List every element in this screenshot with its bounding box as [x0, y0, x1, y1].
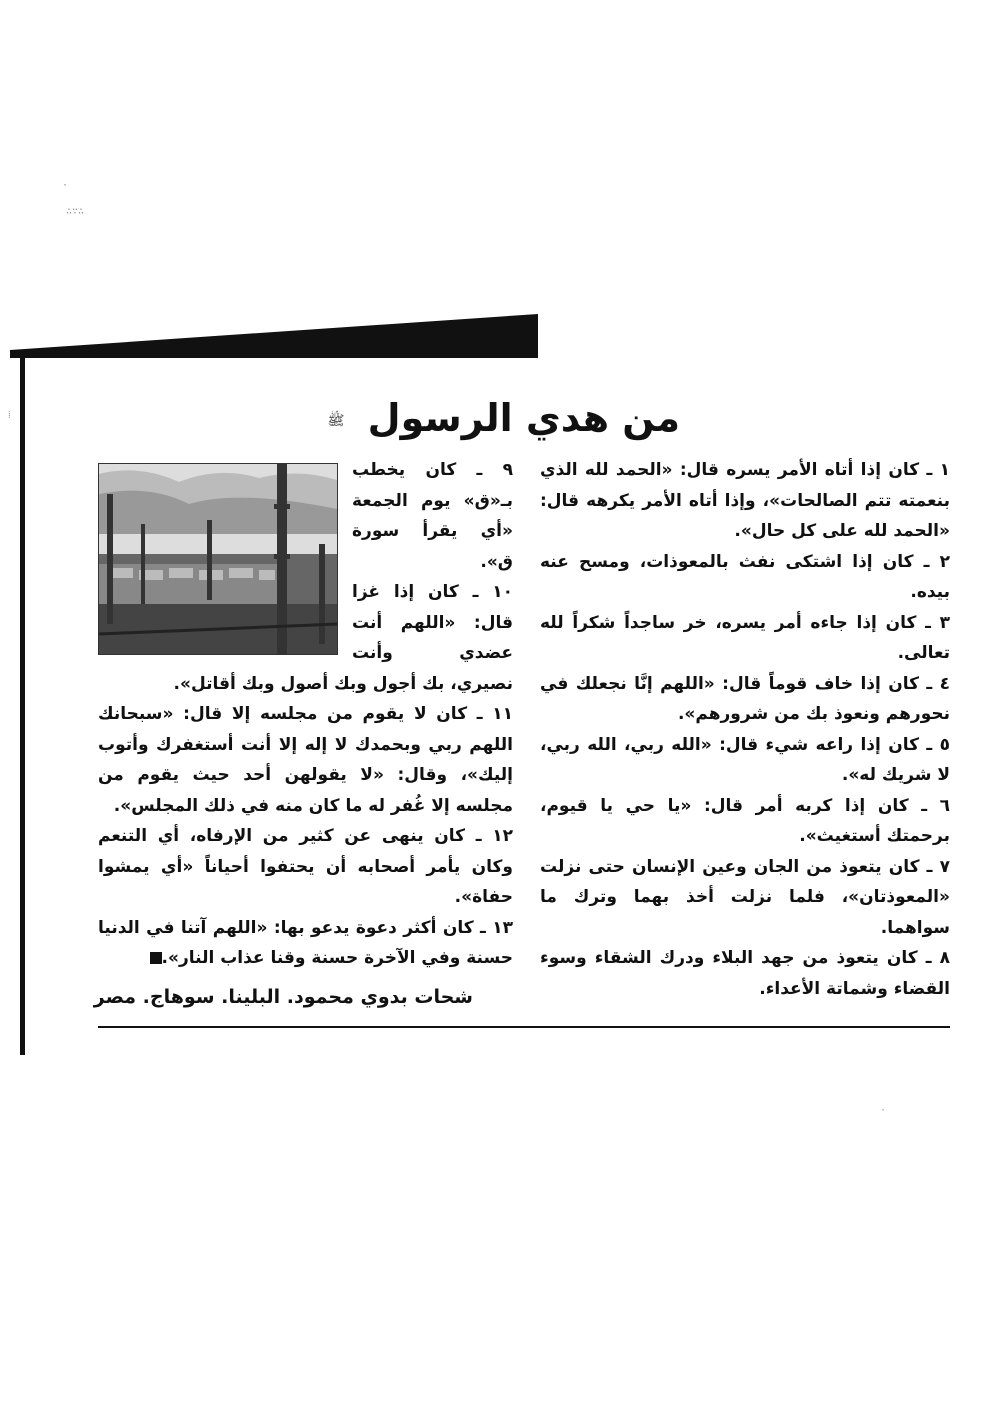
author-byline: شحات بدوي محمود. البلينا. سوهاج. مصر	[93, 986, 473, 1008]
scan-speck: ⁞	[8, 410, 11, 421]
hadith-item: ١ ـ كان إذا أتاه الأمر يسره قال: «الحمد لله الذي بنعمته تتم الصالحات»، وإذا أتاه الأمر يكرهه قال: «الحمد لله على كل حال».	[540, 460, 950, 541]
scan-speck: ·	[62, 180, 69, 191]
hadith-item: ٣ ـ كان إذا جاءه أمر يسره، خر ساجداً شكراً لله تعالى.	[540, 612, 950, 663]
end-mark	[150, 952, 162, 964]
hadith-item-text: ١٣ ـ كان أكثر دعوة يدعو بها: «اللهم آتنا في الدنيا حسنة وفي الآخرة حسنة وقنا عذاب النار».	[98, 917, 513, 968]
hadith-item: ٩ ـ كان يخطب بـ«ق» يوم الجمعة «أي يقرأ سورة ق».	[352, 460, 513, 572]
mosque-photo	[98, 463, 338, 655]
bottom-rule	[98, 1026, 950, 1028]
hadith-item: ٤ ـ كان إذا خاف قوماً قال: «اللهم إنَّا نجعلك في نحورهم ونعوذ بك من شرورهم».	[540, 673, 950, 724]
hadith-item: ١٢ ـ كان ينهى عن كثير من الإرفاه، أي التنعم وكان يأمر أصحابه أن يحتفوا أحياناً «أي يمشوا حفاة».	[98, 826, 513, 907]
hadith-item	[98, 913, 513, 974]
header-bar	[10, 314, 538, 358]
left-column	[98, 455, 513, 974]
honorific-mark: ﷺ	[327, 412, 345, 429]
hadith-item: ٧ ـ كان يتعوذ من الجان وعين الإنسان حتى نزلت «المعوذتان»، فلما نزلت أخذ بهما وترك ما سواهما.	[540, 856, 950, 938]
title-text: من هدي الرسول	[367, 396, 680, 440]
hadith-item: ٢ ـ كان إذا اشتكى نفث بالمعوذات، ومسح عنه بيده.	[540, 551, 950, 602]
left-border-rule	[20, 355, 25, 1055]
hadith-item: ١١ ـ كان لا يقوم من مجلسه إلا قال: «سبحانك اللهم ربي وبحمدك لا إله إلا أنت أستغفرك وأتوب إليك»، وقال: «لا يقولهن أحد حيث يقوم من مجلسه إلا غُفر له ما كان منه في ذلك المجلس».	[98, 704, 513, 816]
hadith-item: ٨ ـ كان يتعوذ من جهد البلاء ودرك الشقاء وسوء القضاء وشماتة الأعداء.	[540, 948, 950, 999]
scan-speck: ·	[880, 1105, 887, 1116]
scan-speck: ∴∵∴	[66, 206, 85, 217]
right-column	[540, 455, 950, 1004]
hadith-item: ٥ ـ كان إذا راعه شيء قال: «الله ربي، الله ربي، لا شريك له».	[540, 734, 950, 785]
hadith-item: ٦ ـ كان إذا كربه أمر قال: «يا حي يا قيوم، برحمتك أستغيث».	[540, 795, 950, 846]
article-title	[327, 388, 680, 448]
hadith-item: ١٠ ـ كان إذا غزا قال: «اللهم أنت عضدي وأنت نصيري، بك أجول وبك أصول وبك أقاتل».	[173, 582, 513, 694]
